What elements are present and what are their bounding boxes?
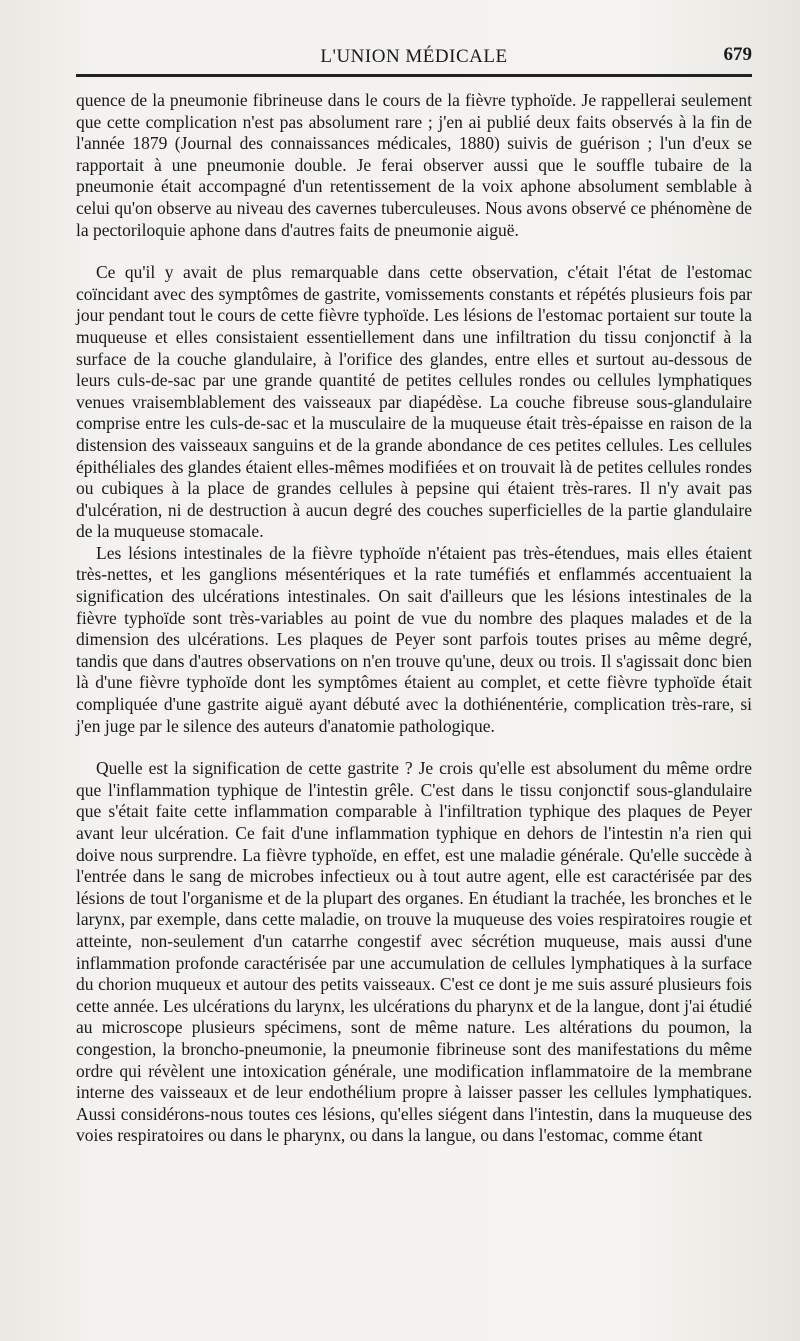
page-number: 679 (723, 44, 752, 65)
paragraph-gap (76, 241, 752, 262)
page-header (76, 40, 752, 76)
paragraph: quence de la pneumonie fibrineuse dans le cours de la fièvre typhoïde. Je rappellerai seulement que cette complication n'est pas absolument rare ; j'en ai publié deux faits observés à la fin de l'année 1879 (Journal des connaissances médicales, 1880) suivis de guérison ; l'un d'eux se rapportait à une pneumonie double. Je ferai observer aussi que le souffle tubaire de la pneumonie était accompagné d'un retentissement de la voix aphone absolument semblable à celui qu'on observe au niveau des cavernes tuberculeuses. Nous avons observé ce phénomène de la pectoriloquie aphone dans d'autres faits de pneumonie aiguë. (76, 90, 752, 240)
body-text (76, 90, 752, 1147)
header-rule (76, 74, 752, 77)
running-title: L'UNION MÉDICALE (320, 46, 508, 67)
paragraph: Quelle est la signification de cette gastrite ? Je crois qu'elle est absolument du même ordre que l'inflammation typhique de l'intestin grêle. C'est dans le tissu conjonctif sous-glandulaire que s'était faite cette inflammation comparable à l'infiltration typhique des plaques de Peyer avant leur ulcération. Ce fait d'une inflammation typhique en dehors de l'intestin n'a rien qui doive nous surprendre. La fièvre typhoïde, en effet, est une maladie générale. Qu'elle succède à l'entrée dans le sang de microbes infectieux ou à tout autre agent, elle est caractérisée par des lésions de tout l'organisme et de la plupart des organes. En étudiant la trachée, les bronches et le larynx, par exemple, dans cette maladie, on trouve la muqueuse des voies respiratoires rougie et atteinte, non-seulement d'un catarrhe congestif avec sécrétion muqueuse, mais aussi d'une inflammation profonde caractérisée par une accumulation de cellules lymphatiques à la surface du chorion muqueux et autour des petits vaisseaux. C'est ce dont je me suis assuré plusieurs fois cette année. Les ulcérations du larynx, les ulcérations du pharynx et de la langue, dont j'ai étudié au microscope plusieurs spécimens, sont de même nature. Les altérations du poumon, la congestion, la broncho-pneumonie, la pneumonie fibrineuse sont des manifestations du même ordre qui révèlent une intoxication générale, une modification inflammatoire de la membrane interne des vaisseaux et de leur endothélium propre à laisser passer les cellules lymphatiques. Aussi considérons-nous toutes ces lésions, qu'elles siégent dans l'intestin, dans la muqueuse des voies respiratoires ou dans le pharynx, ou dans la langue, ou dans l'estomac, comme étant (76, 758, 752, 1146)
paragraph: Les lésions intestinales de la fièvre typhoïde n'étaient pas très-étendues, mais elles étaient très-nettes, et les ganglions mésentériques et la rate tuméfiés et enflammés accentuaient la signification des ulcérations intestinales. On sait d'ailleurs que les lésions intestinales de la fièvre typhoïde sont très-variables au point de vue du nombre des plaques malades et de la dimension des ulcérations. Les plaques de Peyer sont parfois toutes prises au même degré, tandis que dans d'autres observations on n'en trouve qu'une, deux ou trois. Il s'agissait donc bien là d'une fièvre typhoïde dont les symptômes étaient au complet, et cette fièvre typhoïde était compliquée d'une gastrite aiguë ayant débuté avec la dothiénentérie, complication très-rare, si j'en juge par le silence des auteurs d'anatomie pathologique. (76, 542, 752, 736)
paragraph: Ce qu'il y avait de plus remarquable dans cette observation, c'était l'état de l'estomac coïncidant avec des symptômes de gastrite, vomissements constants et répétés plusieurs fois par jour pendant tout le cours de cette fièvre typhoïde. Les lésions de l'estomac portaient sur toute la muqueuse et elles consistaient essentiellement dans une infiltration du tissu conjonctif à la surface de la couche glandulaire, à l'orifice des glandes, entre elles et surtout au-dessous de leurs culs-de-sac par une grande quantité de petites cellules rondes ou cellules lymphatiques venues vraisemblablement des vaisseaux par diapédèse. La couche fibreuse sous-glandulaire comprise entre les culs-de-sac et la musculaire de la muqueuse était très-épaisse en raison de la distension des vaisseaux sanguins et de la grande abondance de ces petites cellules. Les cellules épithéliales des glandes étaient elles-mêmes modifiées et on trouvait là de petites cellules rondes ou cubiques à la place de grandes cellules à pepsine qui étaient très-rares. Il n'y avait pas d'ulcération, ni de destruction à aucun degré des couches superficielles de la partie glandulaire de la muqueuse stomacale. (76, 262, 752, 542)
paragraph-gap (76, 737, 752, 758)
